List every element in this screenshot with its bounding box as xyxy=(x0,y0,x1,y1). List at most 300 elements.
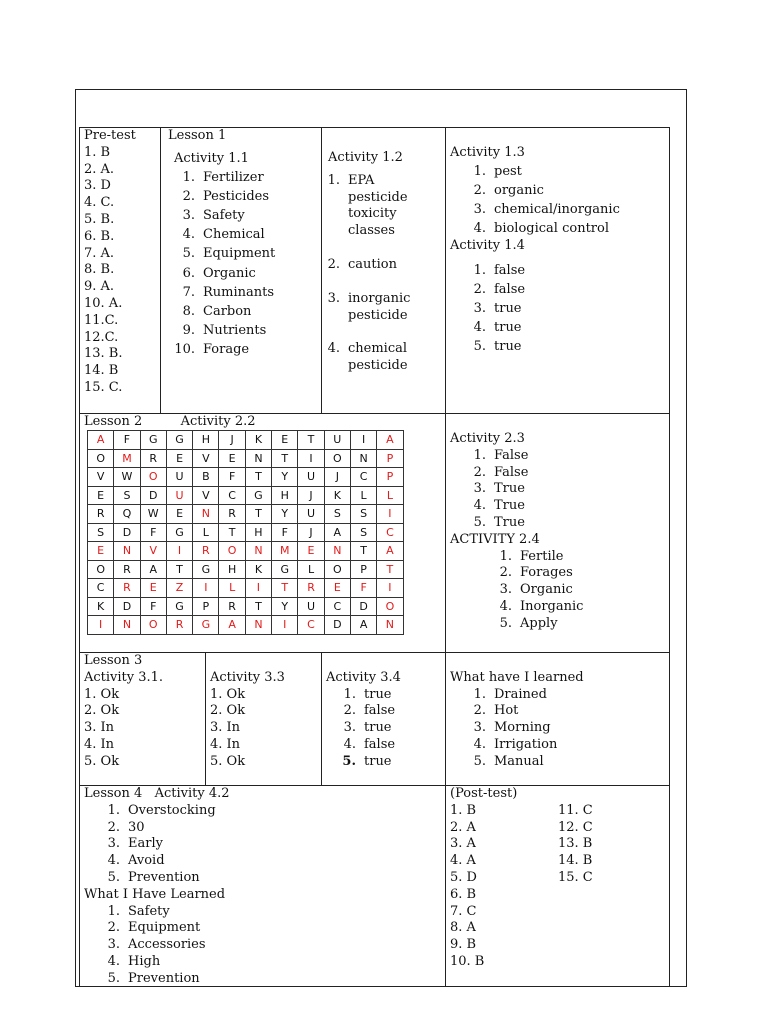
word-search-letter: O xyxy=(324,449,350,468)
list-item xyxy=(334,703,441,720)
list-item-text: true xyxy=(494,320,522,336)
word-search-letter: F xyxy=(219,468,245,487)
word-search-letter: F xyxy=(140,597,166,616)
list-item xyxy=(464,448,665,465)
list-item-text: 30 xyxy=(128,819,145,835)
list-item-number: 2. xyxy=(182,188,195,204)
activity-1-4-list xyxy=(464,261,665,357)
word-search-letter-highlighted: N xyxy=(114,542,140,561)
answer-line: 1. B xyxy=(84,144,111,160)
list-item-text: true xyxy=(494,301,522,316)
list-item-number: 1. xyxy=(473,262,486,278)
answer-line: 2. Ok xyxy=(210,703,246,719)
word-search-letter: K xyxy=(245,560,271,579)
list-item xyxy=(490,599,665,616)
list-item-number: 5. xyxy=(499,615,512,631)
word-search-letter: E xyxy=(219,449,245,468)
answer-line: 5. Ok xyxy=(84,753,120,769)
word-search-letter-highlighted: A xyxy=(377,542,403,561)
list-item xyxy=(490,565,665,582)
list-item xyxy=(334,687,441,704)
activity-4-2-title: Activity 4.2 xyxy=(154,786,230,801)
activity-2-2-title: Activity 2.2 xyxy=(180,414,256,429)
word-search-letter: V xyxy=(88,468,114,487)
list-item-number: 5. xyxy=(342,753,356,769)
word-search-letter: U xyxy=(324,431,350,450)
activity-2-3-list xyxy=(464,448,665,532)
word-search-letter-highlighted: N xyxy=(193,505,219,524)
list-item xyxy=(490,549,665,566)
list-item-text: false xyxy=(364,703,396,719)
answer-line: 11.C. xyxy=(84,312,119,328)
word-search-letter: L xyxy=(350,486,376,505)
activity-2-4-title: ACTIVITY 2.4 xyxy=(450,531,540,547)
list-item-text: Nutrients xyxy=(203,323,267,339)
word-search-letter: Q xyxy=(114,505,140,524)
word-search-letter: F xyxy=(272,523,298,542)
list-item-number: 2. xyxy=(343,703,356,719)
activity-3-3-title: Activity 3.3 xyxy=(210,669,285,685)
list-item-number: 4. xyxy=(327,341,340,357)
answer-line: 2. Ok xyxy=(84,703,120,719)
answer-line: 5. Ok xyxy=(210,753,246,769)
word-search-letter-highlighted: T xyxy=(377,560,403,579)
word-search-letter: A xyxy=(350,616,376,635)
list-item-text: Ruminants xyxy=(203,284,275,300)
posttest-column-2 xyxy=(558,803,648,971)
list-item-number: 7. xyxy=(182,284,195,300)
list-item-text: true xyxy=(494,339,522,355)
list-item-text: True xyxy=(494,481,525,497)
list-item xyxy=(98,853,441,870)
word-search-letter: T xyxy=(219,523,245,542)
word-search-letter-highlighted: I xyxy=(245,579,271,598)
activity-1-4-title: Activity 1.4 xyxy=(450,237,525,253)
word-search-letter: O xyxy=(88,449,114,468)
word-search-letter-highlighted: I xyxy=(193,579,219,598)
word-search-row xyxy=(88,560,404,579)
word-search-letter: J xyxy=(298,486,324,505)
list-item-number: 2. xyxy=(473,281,486,297)
list-item-number: 2. xyxy=(473,182,486,198)
word-search-letter: U xyxy=(298,468,324,487)
word-search-letter: L xyxy=(193,523,219,542)
list-item xyxy=(326,173,426,240)
word-search-letter: T xyxy=(272,449,298,468)
list-item xyxy=(98,836,441,853)
answer-line: 9. B xyxy=(450,937,477,953)
word-search-letter: G xyxy=(166,597,192,616)
word-search-letter: W xyxy=(114,468,140,487)
list-item xyxy=(464,162,665,181)
list-item xyxy=(334,754,441,771)
word-search-letter: T xyxy=(298,431,324,450)
word-search-letter: G xyxy=(193,560,219,579)
list-item-text: Organic xyxy=(203,265,256,281)
word-search-letter: G xyxy=(166,431,192,450)
list-item-text: chemical pesticide xyxy=(348,341,408,374)
list-item xyxy=(464,181,665,200)
list-item xyxy=(464,337,665,356)
list-item-text: organic xyxy=(494,182,544,198)
list-item xyxy=(490,582,665,599)
list-item-text: Prevention xyxy=(128,869,200,885)
list-item-number: 1. xyxy=(343,686,356,702)
list-item xyxy=(173,321,317,340)
list-item-number: 9. xyxy=(182,323,195,339)
list-item-number: 2. xyxy=(327,256,340,272)
lesson4-learned-title: What I Have Learned xyxy=(84,886,226,902)
word-search-letter-highlighted: L xyxy=(377,486,403,505)
word-search-letter: U xyxy=(298,597,324,616)
list-item xyxy=(98,954,441,971)
lesson3-learned-cell xyxy=(445,652,670,786)
list-item xyxy=(98,920,441,937)
word-search-letter: E xyxy=(88,486,114,505)
answer-line: 4. C. xyxy=(84,195,115,211)
list-item-number: 1. xyxy=(107,802,120,818)
list-item-text: Drained xyxy=(494,686,547,702)
activity-1-2-list xyxy=(326,173,426,375)
word-search-letter: J xyxy=(324,468,350,487)
answer-line: 3. In xyxy=(210,720,241,736)
list-item xyxy=(173,302,317,321)
word-search-letter: E xyxy=(166,505,192,524)
list-item xyxy=(464,465,665,482)
activity-1-3-title: Activity 1.3 xyxy=(450,145,525,160)
answer-line: 13. B. xyxy=(84,346,123,362)
word-search-letter: F xyxy=(114,431,140,450)
word-search-letter: U xyxy=(298,505,324,524)
pretest-cell xyxy=(79,127,161,414)
word-search-letter-highlighted: O xyxy=(140,468,166,487)
answer-line: 4. In xyxy=(84,736,115,752)
word-search-letter-highlighted: E xyxy=(298,542,324,561)
word-search-letter-highlighted: P xyxy=(377,468,403,487)
list-item-text: Carbon xyxy=(203,304,252,320)
answer-line: 5. D xyxy=(450,869,477,885)
answer-line: 10. A. xyxy=(84,295,123,311)
list-item xyxy=(464,481,665,498)
answer-line: 3. A xyxy=(450,836,476,852)
word-search-letter: O xyxy=(88,560,114,579)
list-item-text: Forages xyxy=(520,565,573,581)
list-item xyxy=(173,244,317,263)
word-search-letter-highlighted: I xyxy=(272,616,298,635)
answer-line: 3. D xyxy=(84,178,111,194)
list-item xyxy=(98,803,441,820)
list-item-number: 5. xyxy=(473,753,486,769)
list-item-text: False xyxy=(494,464,529,480)
answer-line: 2. A. xyxy=(84,161,115,177)
word-search-row xyxy=(88,523,404,542)
list-item xyxy=(98,971,441,987)
activity23-24-cell xyxy=(445,413,670,653)
answer-line: 3. In xyxy=(84,720,115,736)
answer-line: 1. Ok xyxy=(210,686,246,702)
list-item-number: 3. xyxy=(107,836,120,852)
word-search-letter-highlighted: G xyxy=(193,616,219,635)
list-item xyxy=(464,200,665,219)
lesson3-activity31-cell xyxy=(79,652,206,786)
activity-1-2-title: Activity 1.2 xyxy=(328,150,403,165)
list-item-number: 4. xyxy=(473,220,486,236)
word-search-letter: G xyxy=(272,560,298,579)
word-search-letter-highlighted: E xyxy=(88,542,114,561)
word-search-letter: R xyxy=(114,560,140,579)
list-item xyxy=(464,737,665,754)
list-item-number: 4. xyxy=(473,320,486,336)
word-search-letter: Y xyxy=(272,505,298,524)
list-item-number: 5. xyxy=(473,514,486,530)
lesson3-learned-list xyxy=(464,687,665,771)
lesson4-cell xyxy=(79,785,446,987)
list-item-number: 3. xyxy=(473,481,486,497)
word-search-letter-highlighted: E xyxy=(140,579,166,598)
word-search-letter: U xyxy=(166,468,192,487)
list-item-text: true xyxy=(364,720,392,736)
list-item-number: 4. xyxy=(107,953,120,969)
list-item xyxy=(173,264,317,283)
list-item-number: 5. xyxy=(107,869,120,885)
answer-line: 7. C xyxy=(450,903,477,919)
word-search-letter: R xyxy=(219,505,245,524)
list-item-text: Safety xyxy=(128,903,170,919)
posttest-cell xyxy=(445,785,670,987)
list-item xyxy=(464,318,665,337)
word-search-letter: E xyxy=(166,449,192,468)
word-search-letter: H xyxy=(193,431,219,450)
list-item-text: True xyxy=(494,514,525,530)
list-item-number: 3. xyxy=(327,290,340,306)
word-search-letter: Y xyxy=(272,468,298,487)
word-search-row xyxy=(88,431,404,450)
word-search-letter: S xyxy=(114,486,140,505)
list-item-text: Hot xyxy=(494,703,519,719)
pretest-title: Pre-test xyxy=(84,128,136,143)
list-item-number: 2. xyxy=(473,464,486,480)
activity-2-4-list xyxy=(490,549,665,633)
lesson1-activity11-cell xyxy=(160,127,322,414)
word-search-letter-highlighted: O xyxy=(219,542,245,561)
activity-1-3-list xyxy=(464,162,665,238)
answer-line: 6. B. xyxy=(84,228,115,244)
list-item-text: Organic xyxy=(520,582,573,598)
list-item-number: 1. xyxy=(499,548,512,564)
list-item-text: High xyxy=(128,953,161,969)
word-search-letter: S xyxy=(350,523,376,542)
word-search-letter-highlighted: I xyxy=(88,616,114,635)
list-item-text: Equipment xyxy=(203,246,276,262)
list-item-number: 5. xyxy=(182,246,195,262)
activity-2-3-title: Activity 2.3 xyxy=(450,431,525,446)
answer-line: 7. A. xyxy=(84,245,115,261)
word-search-letter: G xyxy=(140,431,166,450)
lesson3-title: Lesson 3 xyxy=(84,653,143,668)
activity-1-1-title: Activity 1.1 xyxy=(174,150,249,166)
lesson4-learned-list xyxy=(98,904,441,987)
word-search-letter-highlighted: R xyxy=(193,542,219,561)
list-spacer xyxy=(326,324,426,341)
word-search-letter: R xyxy=(140,449,166,468)
word-search-letter: S xyxy=(324,505,350,524)
word-search-letter-highlighted: N xyxy=(377,616,403,635)
word-search-letter: A xyxy=(140,560,166,579)
word-search-letter: N xyxy=(350,449,376,468)
list-item xyxy=(98,870,441,887)
word-search-letter-highlighted: I xyxy=(377,505,403,524)
list-item xyxy=(464,280,665,299)
list-item-number: 1. xyxy=(473,447,486,463)
word-search-letter: E xyxy=(272,431,298,450)
word-search-letter-highlighted: N xyxy=(245,616,271,635)
list-item-number: 4. xyxy=(182,227,195,243)
word-search-letter-highlighted: N xyxy=(324,542,350,561)
word-search-row xyxy=(88,616,404,635)
list-item xyxy=(464,703,665,720)
answer-line: 1. Ok xyxy=(84,686,120,702)
answer-line: 8. A xyxy=(450,920,476,936)
word-search-letter-highlighted: A xyxy=(219,616,245,635)
word-search-letter-highlighted: Z xyxy=(166,579,192,598)
list-item-number: 4. xyxy=(107,853,120,869)
list-item-number: 3. xyxy=(499,582,512,598)
list-spacer xyxy=(326,274,426,291)
list-item-text: Fertile xyxy=(520,548,564,564)
lesson3-learned-title: What have I learned xyxy=(450,669,584,685)
activity-3-1-title: Activity 3.1. xyxy=(84,669,164,685)
word-search-letter: V xyxy=(193,486,219,505)
list-item xyxy=(326,341,426,375)
list-item xyxy=(464,515,665,532)
answer-line: 1. B xyxy=(450,802,477,818)
word-search-letter-highlighted: R xyxy=(166,616,192,635)
word-search-letter: J xyxy=(219,431,245,450)
list-item xyxy=(464,687,665,704)
list-item-text: pest xyxy=(494,163,522,179)
list-item-text: chemical/inorganic xyxy=(494,201,620,217)
list-item-number: 3. xyxy=(473,201,486,217)
list-item-text: True xyxy=(494,498,525,514)
activity33-cell xyxy=(205,652,322,786)
activity-3-4-list xyxy=(334,687,441,771)
list-item-text: Safety xyxy=(203,208,245,223)
list-item xyxy=(464,299,665,318)
list-item xyxy=(464,498,665,515)
word-search-letter-highlighted: A xyxy=(88,431,114,450)
answer-line: 9. A. xyxy=(84,279,115,295)
word-search-letter: D xyxy=(114,597,140,616)
word-search-letter: P xyxy=(193,597,219,616)
answer-line: 12. C xyxy=(558,819,593,835)
list-item xyxy=(98,937,441,954)
list-item-text: Pesticides xyxy=(203,188,270,204)
list-item-text: Apply xyxy=(520,615,558,631)
word-search-letter-highlighted: P xyxy=(377,449,403,468)
word-search-letter: C xyxy=(350,468,376,487)
lesson4-title: Lesson 4 xyxy=(84,786,143,801)
word-search-letter: T xyxy=(245,468,271,487)
word-search-letter: O xyxy=(324,560,350,579)
word-search-letter: C xyxy=(324,597,350,616)
list-item-text: Chemical xyxy=(203,227,265,243)
word-search-letter: K xyxy=(324,486,350,505)
list-item-number: 4. xyxy=(343,736,356,752)
word-search-letter: D xyxy=(140,486,166,505)
activity-3-1-list xyxy=(84,687,201,771)
word-search-letter: K xyxy=(245,431,271,450)
list-item-text: Avoid xyxy=(128,853,165,869)
word-search-letter: H xyxy=(245,523,271,542)
activity34-cell xyxy=(321,652,446,786)
answer-line: 4. A xyxy=(450,853,476,869)
answer-line: 10. B xyxy=(450,953,485,969)
word-search-letter-highlighted: T xyxy=(272,579,298,598)
list-item xyxy=(173,206,317,225)
list-item-number: 1. xyxy=(327,172,340,188)
answer-line: 14. B xyxy=(558,853,593,869)
activity-1-1-list xyxy=(173,168,317,360)
word-search-letter: R xyxy=(219,597,245,616)
word-search-letter: B xyxy=(193,468,219,487)
word-search-letter-highlighted: R xyxy=(114,579,140,598)
word-search-letter-highlighted: O xyxy=(140,616,166,635)
word-search-letter: S xyxy=(88,523,114,542)
word-search-row xyxy=(88,468,404,487)
word-search-letter: D xyxy=(350,597,376,616)
word-search-letter: S xyxy=(350,505,376,524)
answer-line: 13. B xyxy=(558,836,593,852)
word-search-letter: V xyxy=(193,449,219,468)
list-item xyxy=(464,754,665,771)
word-search-letter: J xyxy=(298,523,324,542)
list-item-text: Inorganic xyxy=(520,598,584,614)
lesson1-title: Lesson 1 xyxy=(168,128,227,143)
word-search-letter: Y xyxy=(272,597,298,616)
pretest-answer-list xyxy=(84,145,156,397)
word-search-letter: H xyxy=(272,486,298,505)
list-item xyxy=(326,257,426,274)
list-item-text: Early xyxy=(128,836,163,852)
list-item-text: Accessories xyxy=(128,937,206,953)
word-search-letter: R xyxy=(88,505,114,524)
list-item xyxy=(334,720,441,737)
list-item-text: false xyxy=(364,736,396,752)
list-item-text: Morning xyxy=(494,720,551,736)
list-item-number: 1. xyxy=(473,163,486,179)
word-search-letter-highlighted: N xyxy=(114,616,140,635)
list-item-text: caution xyxy=(348,256,397,272)
word-search-grid xyxy=(87,430,404,635)
activity13-14-cell xyxy=(445,127,670,414)
word-search-row xyxy=(88,505,404,524)
word-search-letter-highlighted: M xyxy=(114,449,140,468)
posttest-title: (Post-test) xyxy=(450,786,518,801)
list-item xyxy=(334,737,441,754)
list-item xyxy=(173,187,317,206)
list-item-text: EPA pesticide toxicity classes xyxy=(348,172,408,239)
list-item xyxy=(490,616,665,633)
word-search-letter: A xyxy=(324,523,350,542)
list-item xyxy=(173,283,317,302)
word-search-letter: I xyxy=(350,431,376,450)
lesson2-title: Lesson 2 xyxy=(84,414,143,429)
list-item-text: Prevention xyxy=(128,970,200,986)
word-search-letter-highlighted: L xyxy=(219,579,245,598)
answer-line: 15. C xyxy=(558,869,593,885)
list-item-text: true xyxy=(364,686,392,702)
list-item-text: inorganic pesticide xyxy=(348,290,411,323)
